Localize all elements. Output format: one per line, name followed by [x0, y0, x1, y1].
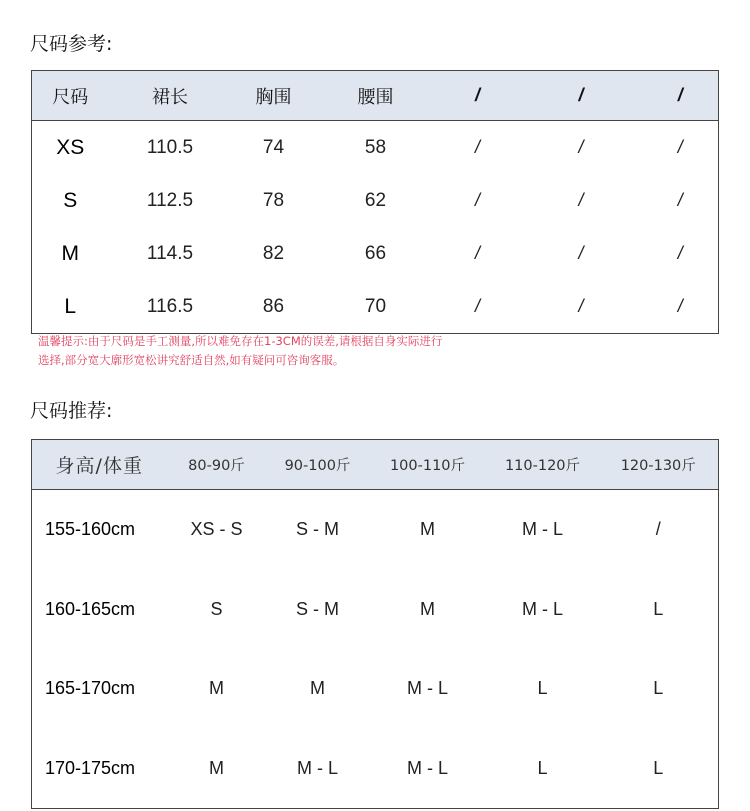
table-row [32, 649, 719, 729]
skirt-length-cell: 114.5 [146, 242, 194, 264]
recommended-size-cell: M [209, 678, 224, 699]
header-empty-1: / [436, 71, 520, 121]
empty-cell: / [578, 137, 584, 157]
recommended-size-cell: S - M [296, 519, 339, 540]
table-row [32, 729, 719, 809]
waist-cell: 66 [364, 242, 387, 264]
table-header-row [32, 71, 719, 121]
header-empty-3: / [643, 71, 719, 121]
size-reference-title: 尺码参考: [30, 33, 113, 55]
bust-cell: 78 [262, 189, 285, 211]
table-row [32, 280, 719, 334]
table-row [32, 227, 719, 280]
bust-cell: 74 [262, 136, 285, 158]
empty-cell: / [677, 137, 683, 157]
height-cell: 155-160cm [45, 519, 136, 540]
empty-cell: / [474, 296, 480, 316]
empty-cell: / [578, 243, 584, 263]
recommended-size-cell: M - L [406, 678, 448, 699]
recommended-size-cell: M - L [521, 598, 563, 619]
header-weight-range: 100-110斤 [369, 440, 487, 490]
height-cell: 160-165cm [45, 598, 136, 619]
recommended-size-cell: S - M [296, 598, 339, 619]
recommended-size-cell: M [420, 598, 435, 619]
header-empty-2: / [520, 71, 643, 121]
header-bust: 胸围 [232, 71, 316, 121]
table-row [32, 174, 719, 227]
recommended-size-cell: L [653, 598, 664, 619]
table-row [32, 570, 719, 650]
empty-cell: / [677, 296, 683, 316]
recommended-size-cell: M [310, 678, 325, 699]
empty-cell: / [474, 137, 480, 157]
header-weight-range: 120-130斤 [599, 440, 719, 490]
header-skirt-length: 裙长 [109, 71, 232, 121]
recommended-size-cell: L [537, 757, 548, 778]
recommended-size-cell: M - L [296, 757, 338, 778]
bust-cell: 86 [262, 295, 285, 317]
waist-cell: 70 [364, 295, 387, 317]
size-cell: L [64, 294, 77, 318]
size-recommendation-table [31, 439, 719, 809]
recommended-size-cell: XS - S [190, 519, 243, 540]
size-cell: XS [56, 135, 85, 159]
skirt-length-cell: 112.5 [146, 189, 194, 211]
notice-line-2: 选择,部分宽大廓形宽松讲究舒适自然,如有疑问可咨询客服。 [38, 353, 345, 367]
recommended-size-cell: L [653, 757, 664, 778]
size-recommendation-title: 尺码推荐: [30, 400, 113, 422]
header-size: 尺码 [32, 71, 109, 121]
table-header-row [32, 440, 719, 490]
header-weight-range: 90-100斤 [267, 440, 369, 490]
empty-cell: / [578, 190, 584, 210]
header-weight-range: 80-90斤 [167, 440, 267, 490]
empty-cell: / [474, 243, 480, 263]
height-cell: 165-170cm [45, 678, 136, 699]
header-weight-range: 110-120斤 [487, 440, 599, 490]
recommended-size-cell: M - L [521, 519, 563, 540]
table-row [32, 121, 719, 175]
recommended-size-cell: L [537, 678, 548, 699]
bust-cell: 82 [262, 242, 285, 264]
size-reference-table [31, 70, 719, 334]
table-row [32, 490, 719, 570]
recommended-size-cell: M [420, 519, 435, 540]
recommended-size-cell: S [210, 598, 223, 619]
header-height-weight: 身高/体重 [32, 440, 167, 490]
height-cell: 170-175cm [45, 757, 136, 778]
recommended-size-cell: M [209, 757, 224, 778]
empty-cell: / [677, 243, 683, 263]
skirt-length-cell: 110.5 [146, 136, 194, 158]
notice-line-1: 温馨提示:由于尺码是手工测量,所以难免存在1-3CM的误差,请根据自身实际进行 [38, 334, 443, 348]
waist-cell: 58 [364, 136, 387, 158]
recommended-size-cell: M - L [406, 757, 448, 778]
recommended-size-cell: L [653, 678, 664, 699]
recommended-size-cell: / [655, 519, 661, 540]
size-cell: S [63, 188, 78, 212]
empty-cell: / [474, 190, 480, 210]
size-cell: M [61, 241, 79, 265]
waist-cell: 62 [364, 189, 387, 211]
skirt-length-cell: 116.5 [146, 295, 194, 317]
header-waist: 腰围 [316, 71, 436, 121]
measurement-notice [38, 332, 558, 370]
empty-cell: / [677, 190, 683, 210]
empty-cell: / [578, 296, 584, 316]
